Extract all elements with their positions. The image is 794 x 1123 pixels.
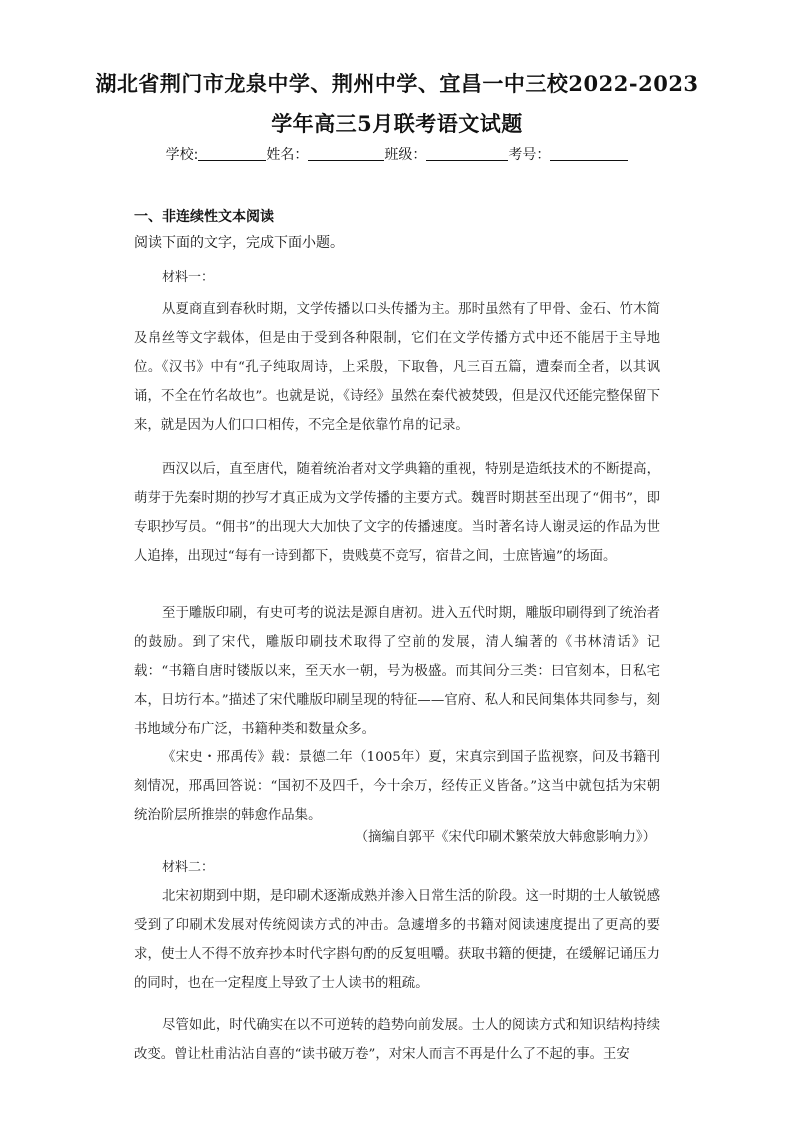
school-blank[interactable]: [198, 146, 266, 161]
material-1-paragraph: 至于雕版印刷，有史可考的说法是源自唐初。进入五代时期，雕版印刷得到了统治者的鼓励。到了宋代，雕版印刷技术取得了空前的发展，清人编著的《书林清话》记载：“书籍自唐时镂版以来，至天水一朝，号为极盛。而其间分三类：曰官刻本，日私宅本，日坊行本。”描述了宋代雕版印刷呈现的特征——官府、私人和民间集体共同参与，刻书地域分布广泛，书籍种类和数量众多。: [134, 606, 660, 737]
material-1-paragraph: 从夏商直到春秋时期，文学传播以口头传播为主。那时虽然有了甲骨、金石、竹木简及帛丝等文字载体，但是由于受到各种限制，它们在文学传播方式中还不能居于主导地位。《汉书》中有“孔子纯取周诗，上采殷，下取鲁，凡三百五篇，遭秦而全者，以其讽诵，不全在竹名故也”。也就是说，《诗经》虽然在秦代被焚毁，但是汉代还能完整保留下来，就是因为人们口口相传，不完全是依靠竹帛的记录。: [134, 302, 660, 433]
material-1-paragraph: 《宋史・邢禹传》载：景德二年（1005年）夏，宋真宗到国子监视察，问及书籍刊刻情况，邢禹回答说：“国初不及四千，今十余万，经传正义皆备。”这当中就包括为宋朝统治阶层所推崇的韩愈作品集。: [134, 750, 660, 823]
material-1-label: 材料一：: [162, 270, 215, 285]
material-2-paragraph: 尽管如此，时代确实在以不可逆转的趋势向前发展。士人的阅读方式和知识结构持续改变。曾让杜甫沾沾自喜的“读书破万卷”，对宋人而言不再是什么了不起的事。王安: [134, 1018, 660, 1062]
material-1-paragraph: 西汉以后，直至唐代，随着统治者对文学典籍的重视，特别是造纸技术的不断提高，萌芽于先秦时期的抄写才真正成为文学传播的主要方式。魏晋时期甚至出现了“佣书”，即专职抄写员。“佣书”的出现大大加快了文字的传播速度。当时著名诗人谢灵运的作品为世人追捧，出现过“每有一诗到都下，贵贱莫不竞写，宿昔之间，士庶皆遍”的场面。: [134, 462, 660, 564]
id-blank[interactable]: [550, 146, 628, 161]
school-label: 学校:: [165, 147, 199, 163]
section-instruction: 阅读下面的文字，完成下面小题。: [134, 235, 344, 251]
material-2-label: 材料二：: [162, 860, 215, 875]
name-label: 姓名：: [266, 147, 309, 163]
material-2-paragraph: 北宋初期到中期，是印刷术逐渐成熟并渗入日常生活的阶段。这一时期的士人敏锐感受到了印刷术发展对传统阅读方式的冲击。急遽增多的书籍对阅读速度提出了更高的要求，使士人不得不放弃抄本时代字斟句酌的反复咀嚼。获取书籍的便捷，在缓解记诵压力的同时，也在一定程度上导致了士人读书的粗疏。: [134, 889, 660, 991]
id-label: 考号：: [508, 147, 551, 163]
material-1-source: （摘编自郭平《宋代印刷术繁荣放大韩愈影响力》）: [354, 830, 656, 845]
class-blank[interactable]: [426, 146, 508, 161]
name-blank[interactable]: [308, 146, 384, 161]
section-heading: 一、非连续性文本阅读: [134, 209, 274, 225]
class-label: 班级：: [384, 147, 427, 163]
exam-title-line-2: 学年高三5月联考语文试题: [271, 111, 523, 136]
exam-title-line-1: 湖北省荆门市龙泉中学、荆州中学、宜昌一中三校2022-2023: [95, 71, 699, 96]
student-info-fields: [0, 144, 794, 164]
